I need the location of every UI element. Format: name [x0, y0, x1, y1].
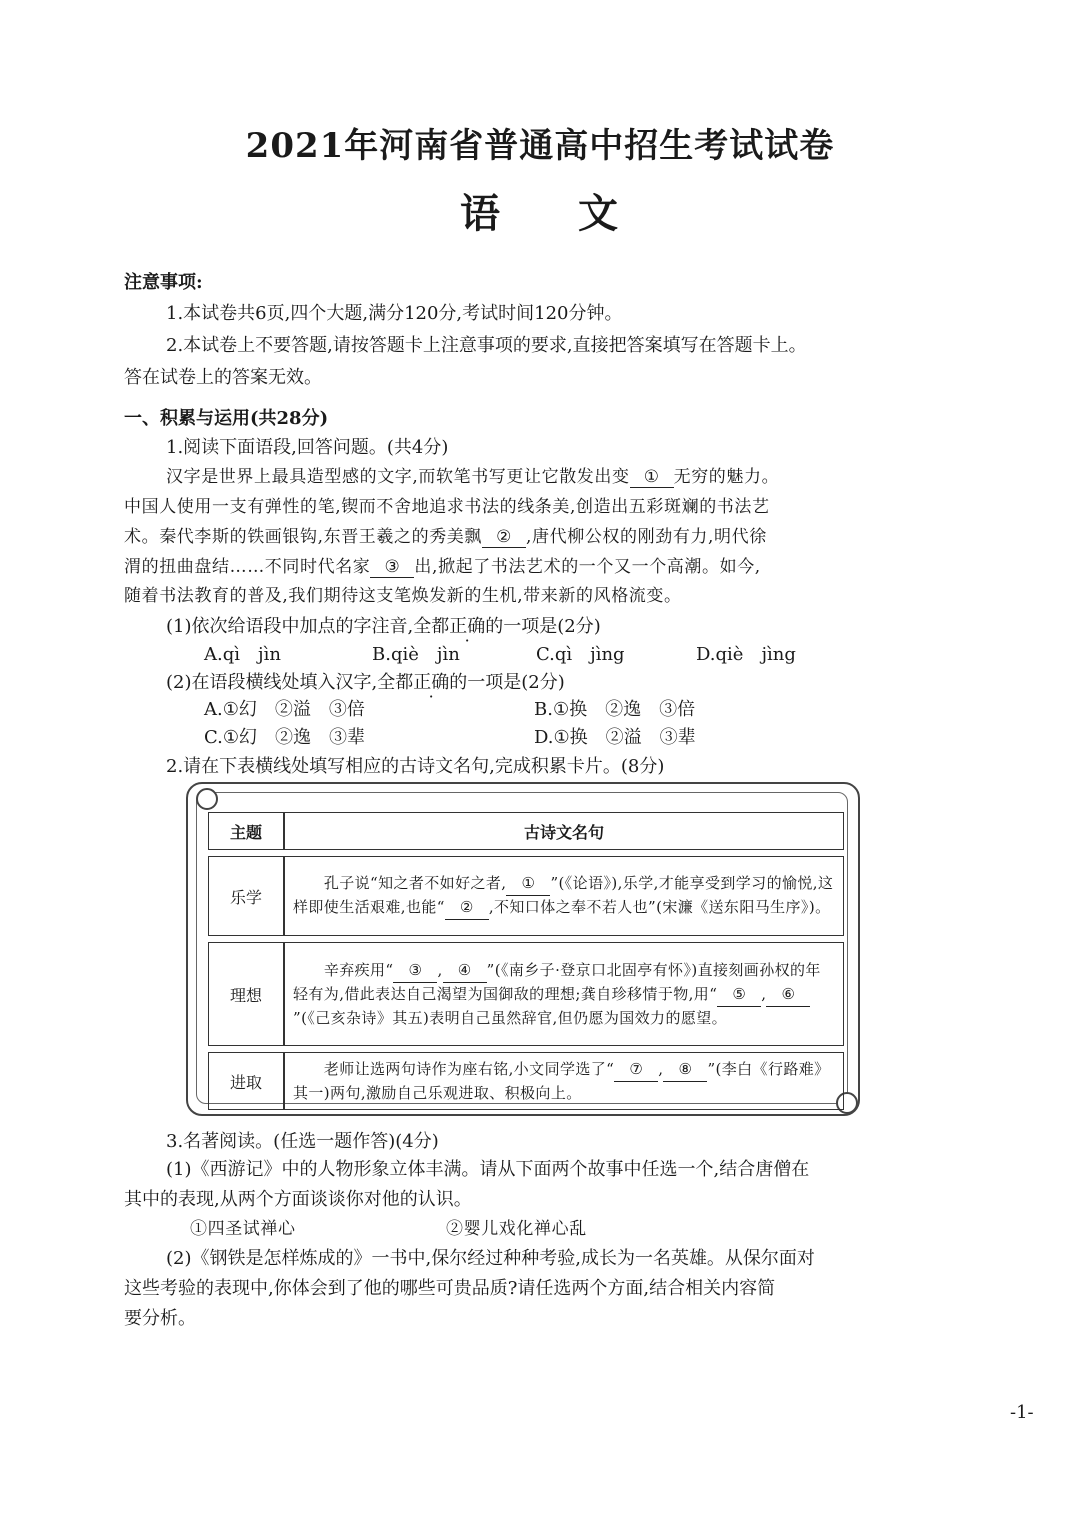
- q1-passage-line-3: 术。秦代李斯的铁画银钩,东晋王羲之的秀美飘 ② ,唐代柳公权的刚劲有力,明代徐: [124, 527, 767, 547]
- option-d[interactable]: D.qiè jìng: [696, 644, 796, 665]
- blank-6[interactable]: ⑥: [766, 983, 810, 1007]
- q1-passage-line-2: 中国人使用一支有弹性的笔,锲而不舍地追求书法的线条美,创造出五彩斑斓的书法艺: [124, 497, 770, 517]
- subject-title: [0, 182, 1080, 239]
- story-option-2: ②婴儿戏化禅心乱: [446, 1219, 587, 1239]
- theme-cell: 理想: [208, 942, 284, 1046]
- blank-2: ②: [482, 527, 526, 548]
- theme-cell: 乐学: [208, 856, 284, 936]
- poem-cell: 孔子说“知之者不如好之者, ① ”(《论语》),乐学,才能享受到学习的愉悦,这样即使生活艰难,也能“ ② ,不知口体之奉不若人也”(宋濂《送东阳马生序》)。: [284, 856, 844, 936]
- page-number: -1-: [1010, 1402, 1034, 1423]
- table-row: [208, 856, 844, 936]
- blank-4[interactable]: ④: [443, 959, 487, 983]
- blank-5[interactable]: ⑤: [717, 983, 761, 1007]
- table-header-row: [208, 812, 844, 850]
- table-row: [208, 942, 844, 1046]
- blank-8[interactable]: ⑧: [663, 1058, 707, 1082]
- option-a[interactable]: A.qì jìn: [204, 644, 281, 665]
- option-b[interactable]: B.①换 ②逸 ③倍: [534, 699, 696, 720]
- q1-passage-line-5: 随着书法教育的普及,我们期待这支笔焕发新的生机,带来新的风格流变。: [124, 586, 682, 606]
- col-theme: 主题: [208, 812, 284, 850]
- q3-stem: 3.名著阅读。(任选一题作答)(4分): [166, 1131, 439, 1152]
- exam-title: 2021年河南省普通高中招生考试试卷: [245, 126, 835, 166]
- section-heading: 一、积累与运用(共28分): [124, 408, 329, 429]
- q1-sub-2-options-row-1: [204, 695, 695, 721]
- q1-sub-2-options-row-2: [204, 723, 696, 749]
- subject-char-a: 语: [460, 190, 502, 237]
- q1-stem: 1.阅读下面语段,回答问题。(共4分): [166, 437, 449, 458]
- q3-sub-1-line-1: (1)《西游记》中的人物形象立体丰满。请从下面两个故事中任选一个,结合唐僧在: [166, 1159, 810, 1180]
- poem-card-table: [208, 806, 844, 1116]
- subject-char-b: 文: [578, 190, 620, 237]
- q3-sub-2-line-2: 这些考验的表现中,你体会到了他的哪些可贵品质?请任选两个方面,结合相关内容简: [124, 1278, 776, 1299]
- notice-heading: 注意事项:: [124, 272, 203, 293]
- table-row: [208, 1052, 844, 1110]
- notice-item-1: 1.本试卷共6页,四个大题,满分120分,考试时间120分钟。: [166, 303, 623, 324]
- blank-1[interactable]: ①: [506, 872, 550, 896]
- blank-3: ③: [370, 557, 414, 578]
- blank-7[interactable]: ⑦: [614, 1058, 658, 1082]
- blank-2[interactable]: ②: [445, 896, 489, 920]
- q1-sub-1: (1)依次给语段中加点的字注音,全都正确的一项是(2分): [166, 616, 601, 637]
- option-a[interactable]: A.①幻 ②溢 ③倍: [204, 699, 365, 720]
- option-b[interactable]: B.qiè jìn: [372, 644, 460, 665]
- notice-item-2-line-1: 2.本试卷上不要答题,请按答题卡上注意事项的要求,直接把答案填写在答题卡上。: [166, 335, 807, 356]
- q3-sub-2-line-1: (2)《钢铁是怎样炼成的》一书中,保尔经过种种考验,成长为一名英雄。从保尔面对: [166, 1248, 815, 1269]
- poem-cell: 辛弃疾用“ ③ , ④ ”(《南乡子·登京口北固亭有怀》)直接刻画孙权的年轻有为,借此表达自己渴望为国御敌的理想;龚自珍移情于物,用“ ⑤ , ⑥”(《己亥杂诗》其五)表明自己虽然辞官,但仍愿为国效力的愿望。: [284, 942, 844, 1046]
- q1-passage-line-4: 渭的扭曲盘结……不同时代名家 ③ 出,掀起了书法艺术的一个又一个高潮。如今,: [124, 557, 761, 577]
- story-option-1: ①四圣试禅心: [190, 1219, 296, 1239]
- q1-sub-2: (2)在语段横线处填入汉字,全都正确的一项是(2分): [166, 672, 565, 693]
- notice-item-2-line-2: 答在试卷上的答案无效。: [124, 367, 322, 388]
- q1-passage-line-1: 汉字是世界上最具造型感的文字,而软笔书写更让它散发出变 ① 无穷的魅力。: [166, 467, 780, 487]
- q3-sub-2-line-3: 要分析。: [124, 1308, 196, 1329]
- blank-1: ①: [630, 467, 674, 488]
- col-poem: 古诗文名句: [284, 812, 844, 850]
- q2-stem: 2.请在下表横线处填写相应的古诗文名句,完成积累卡片。(8分): [166, 756, 665, 777]
- option-c[interactable]: C.qì jìng: [536, 644, 625, 665]
- q1-sub-1-options: [204, 640, 796, 666]
- option-d[interactable]: D.①换 ②溢 ③辈: [534, 727, 696, 748]
- blank-3[interactable]: ③: [393, 959, 437, 983]
- poem-cell: 老师让选两句诗作为座右铭,小文同学选了“ ⑦ , ⑧ ”(李白《行路难》其一)两句,激励自己乐观进取、积极向上。: [284, 1052, 844, 1110]
- q3-sub-1-line-2: 其中的表现,从两个方面谈谈你对他的认识。: [124, 1189, 472, 1210]
- option-c[interactable]: C.①幻 ②逸 ③辈: [204, 727, 365, 748]
- theme-cell: 进取: [208, 1052, 284, 1110]
